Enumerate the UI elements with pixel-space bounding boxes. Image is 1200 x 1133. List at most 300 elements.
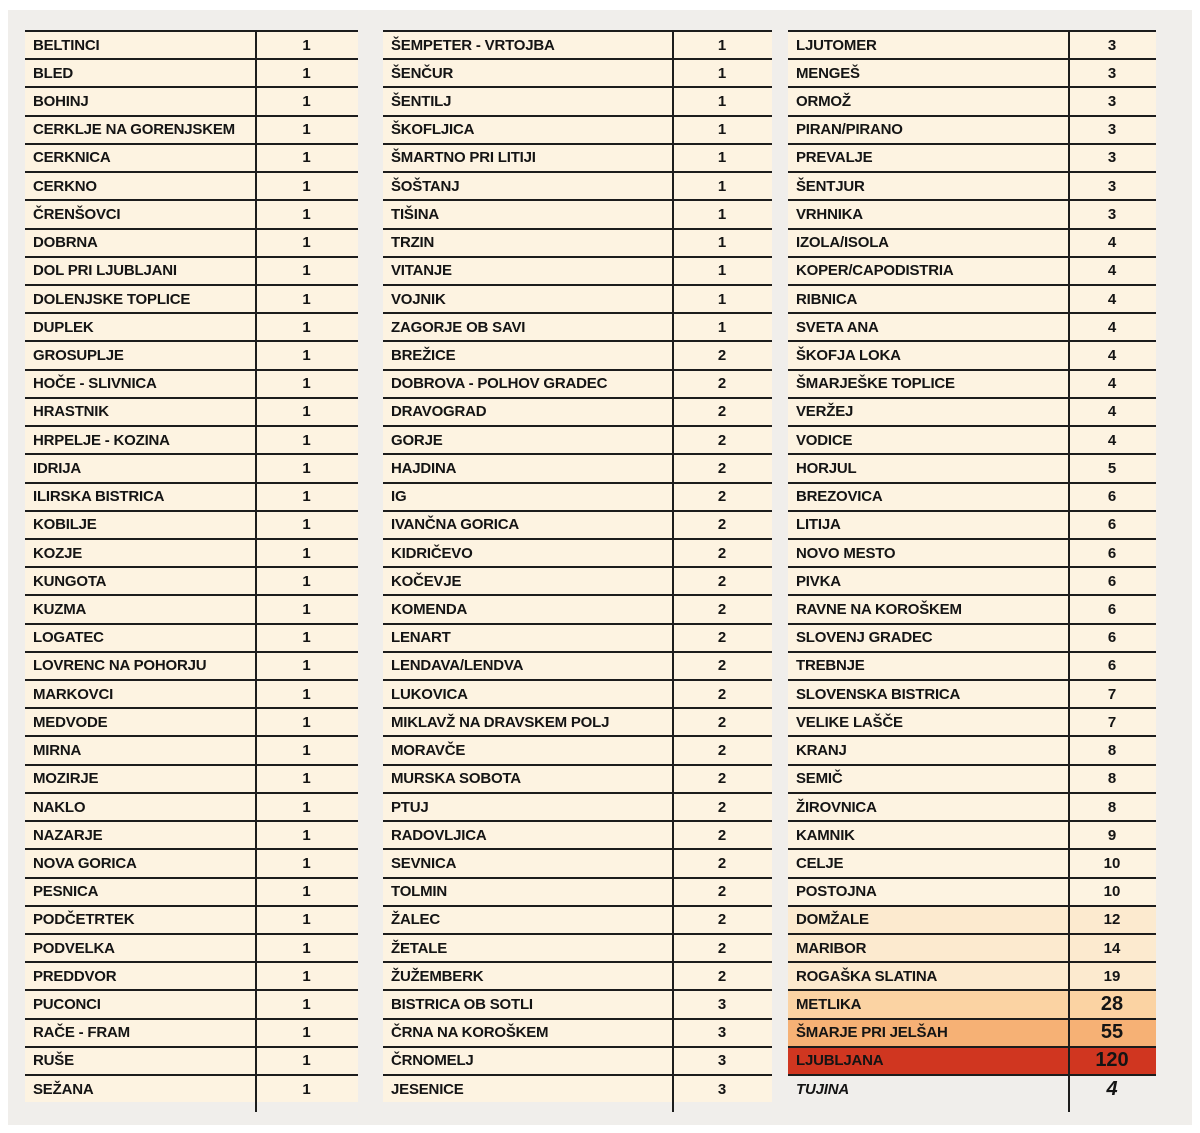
municipality-name: ŠENTJUR xyxy=(796,177,865,195)
municipality-count: 4 xyxy=(1107,262,1117,280)
municipality-name: ROGAŠKA SLATINA xyxy=(796,967,938,985)
table-row xyxy=(788,905,1156,933)
table-row xyxy=(25,792,358,820)
municipality-count: 1 xyxy=(302,516,311,534)
table-row xyxy=(383,764,772,792)
table-row xyxy=(25,1046,358,1074)
municipality-count: 2 xyxy=(717,770,727,788)
municipality-name: LENART xyxy=(391,629,451,647)
municipality-count: 6 xyxy=(1107,600,1117,618)
municipality-count: 3 xyxy=(717,996,727,1014)
municipality-name: RADOVLJICA xyxy=(391,826,487,844)
municipality-name: PUCONCI xyxy=(33,996,101,1014)
municipality-count: 2 xyxy=(717,685,727,703)
municipality-count: 1 xyxy=(302,488,311,506)
table-row xyxy=(788,284,1156,312)
table-row xyxy=(788,256,1156,284)
table-row xyxy=(788,933,1156,961)
municipality-name: ŠKOFLJICA xyxy=(391,121,475,139)
table-row xyxy=(25,989,358,1017)
municipality-count: 3 xyxy=(1107,36,1117,54)
municipality-name: NAZARJE xyxy=(33,826,103,844)
municipality-name: BISTRICA OB SOTLI xyxy=(391,996,533,1014)
municipality-name: HORJUL xyxy=(796,459,857,477)
municipality-count: 1 xyxy=(302,629,311,647)
municipality-name: MIRNA xyxy=(33,742,82,760)
table-row xyxy=(25,340,358,368)
table-row xyxy=(25,30,358,58)
municipality-count: 3 xyxy=(1107,149,1117,167)
municipality-count: 6 xyxy=(1107,544,1117,562)
municipality-name: SLOVENJ GRADEC xyxy=(796,629,933,647)
table-row xyxy=(25,566,358,594)
municipality-count: 1 xyxy=(717,93,727,111)
table-row xyxy=(383,86,772,114)
municipality-name: LENDAVA/LENDVA xyxy=(391,657,524,675)
table-row xyxy=(383,397,772,425)
table-row xyxy=(383,566,772,594)
municipality-count: 120 xyxy=(1095,1049,1129,1072)
table-row xyxy=(25,651,358,679)
table-row xyxy=(25,482,358,510)
municipality-count: 1 xyxy=(302,121,311,139)
municipality-name: HOČE - SLIVNICA xyxy=(33,375,157,393)
municipality-count: 1 xyxy=(302,1052,311,1070)
municipality-name: RUŠE xyxy=(33,1052,74,1070)
municipality-name: VERŽEJ xyxy=(796,403,854,421)
municipality-name: SEVNICA xyxy=(391,854,457,872)
table-row xyxy=(383,312,772,340)
municipality-name: ŠMARTNO PRI LITIJI xyxy=(391,149,536,167)
municipality-name: CERKNO xyxy=(33,177,97,195)
municipality-count: 4 xyxy=(1107,375,1117,393)
municipality-count: 1 xyxy=(717,234,727,252)
table-row xyxy=(25,143,358,171)
column-divider xyxy=(1068,30,1070,1112)
municipality-count: 2 xyxy=(717,403,727,421)
municipality-count: 1 xyxy=(302,939,311,957)
municipality-name: TREBNJE xyxy=(796,657,865,675)
municipality-name: PODČETRTEK xyxy=(33,911,135,929)
table-row xyxy=(383,848,772,876)
table-row xyxy=(383,199,772,227)
municipality-name: VODICE xyxy=(796,431,853,449)
municipality-name: PREDDVOR xyxy=(33,967,117,985)
municipality-name: ČRENŠOVCI xyxy=(33,205,121,223)
municipality-name: VOJNIK xyxy=(391,290,446,308)
table-row xyxy=(25,115,358,143)
table-row xyxy=(383,115,772,143)
municipality-name: JESENICE xyxy=(391,1080,464,1098)
municipality-name: IG xyxy=(391,488,407,506)
municipality-name: MOZIRJE xyxy=(33,770,99,788)
municipality-count: 1 xyxy=(302,347,311,365)
municipality-count: 1 xyxy=(302,685,311,703)
table-row xyxy=(788,566,1156,594)
municipality-name: ŽUŽEMBERK xyxy=(391,967,484,985)
table-row xyxy=(788,989,1156,1017)
municipality-name: LJUBLJANA xyxy=(796,1052,884,1070)
table-row xyxy=(25,707,358,735)
municipality-name: HRPELJE - KOZINA xyxy=(33,431,170,449)
table-row xyxy=(25,905,358,933)
municipality-name: BOHINJ xyxy=(33,93,89,111)
table-row xyxy=(383,425,772,453)
municipality-name: LUKOVICA xyxy=(391,685,468,703)
municipality-count: 4 xyxy=(1107,234,1117,252)
municipality-count: 1 xyxy=(302,93,311,111)
table-row xyxy=(25,1074,358,1102)
municipality-name: LITIJA xyxy=(796,516,841,534)
municipality-count: 5 xyxy=(1107,459,1117,477)
municipality-count: 1 xyxy=(302,403,311,421)
municipality-count: 1 xyxy=(717,121,727,139)
municipality-name: MARIBOR xyxy=(796,939,867,957)
table-row xyxy=(788,764,1156,792)
table-row xyxy=(383,453,772,481)
municipality-count: 2 xyxy=(717,967,727,985)
table-row xyxy=(25,369,358,397)
table-row xyxy=(25,228,358,256)
table-row xyxy=(25,623,358,651)
table-row xyxy=(25,735,358,763)
municipality-name: ŽIROVNICA xyxy=(796,798,877,816)
municipality-name: LJUTOMER xyxy=(796,36,877,54)
municipality-count: 3 xyxy=(717,1052,727,1070)
table-row xyxy=(383,340,772,368)
municipality-count: 55 xyxy=(1100,1021,1124,1044)
municipality-count: 1 xyxy=(302,205,311,223)
table-row xyxy=(788,58,1156,86)
table-row xyxy=(788,820,1156,848)
municipality-count: 8 xyxy=(1107,770,1117,788)
municipality-count: 12 xyxy=(1103,911,1121,929)
table-row xyxy=(788,623,1156,651)
municipality-name: KRANJ xyxy=(796,742,847,760)
table-row xyxy=(383,905,772,933)
municipality-count: 3 xyxy=(1107,64,1117,82)
municipality-name: HAJDINA xyxy=(391,459,457,477)
municipality-count: 10 xyxy=(1103,854,1121,872)
table-row xyxy=(788,510,1156,538)
municipality-table-3 xyxy=(788,30,1156,1102)
municipality-count: 1 xyxy=(302,177,311,195)
table-row xyxy=(25,877,358,905)
municipality-count: 6 xyxy=(1107,629,1117,647)
municipality-name: KUNGOTA xyxy=(33,572,107,590)
municipality-count: 2 xyxy=(717,657,727,675)
table-row xyxy=(788,792,1156,820)
table-row xyxy=(788,651,1156,679)
municipality-count: 1 xyxy=(302,375,311,393)
table-row xyxy=(383,58,772,86)
municipality-count: 19 xyxy=(1103,967,1121,985)
municipality-name: VRHNIKA xyxy=(796,205,863,223)
municipality-name: PTUJ xyxy=(391,798,429,816)
table-row xyxy=(383,1018,772,1046)
table-row xyxy=(788,1046,1156,1074)
municipality-name: ŠEMPETER - VRTOJBA xyxy=(391,36,555,54)
table-row xyxy=(25,312,358,340)
municipality-count: 1 xyxy=(302,713,311,731)
table-row xyxy=(383,989,772,1017)
table-row xyxy=(788,30,1156,58)
municipality-count: 6 xyxy=(1107,516,1117,534)
municipality-count: 6 xyxy=(1107,657,1117,675)
table-row xyxy=(383,735,772,763)
table-row xyxy=(788,482,1156,510)
table-row xyxy=(788,877,1156,905)
table-row xyxy=(383,623,772,651)
municipality-name: BLED xyxy=(33,64,74,82)
municipality-name: KOČEVJE xyxy=(391,572,462,590)
table-row xyxy=(788,397,1156,425)
municipality-name: METLIKA xyxy=(796,996,862,1014)
table-row xyxy=(383,820,772,848)
municipality-count: 1 xyxy=(302,996,311,1014)
municipality-name: SEMIČ xyxy=(796,770,843,788)
table-row xyxy=(25,171,358,199)
municipality-count: 2 xyxy=(717,798,727,816)
municipality-count: 1 xyxy=(302,600,311,618)
municipality-count: 3 xyxy=(1107,93,1117,111)
municipality-name: BREZOVICA xyxy=(796,488,883,506)
table-row xyxy=(25,453,358,481)
municipality-count: 6 xyxy=(1107,488,1117,506)
municipality-count: 1 xyxy=(302,262,311,280)
municipality-count: 14 xyxy=(1103,939,1121,957)
table-row xyxy=(788,199,1156,227)
table-row xyxy=(788,735,1156,763)
municipality-count: 1 xyxy=(302,770,311,788)
municipality-table-1 xyxy=(25,30,358,1102)
table-row xyxy=(25,199,358,227)
municipality-name: ŠENČUR xyxy=(391,64,454,82)
municipality-name: ILIRSKA BISTRICA xyxy=(33,488,165,506)
municipality-count: 1 xyxy=(302,967,311,985)
municipality-name: KOZJE xyxy=(33,544,83,562)
municipality-name: MEDVODE xyxy=(33,713,108,731)
municipality-name: IZOLA/ISOLA xyxy=(796,234,889,252)
municipality-name: PESNICA xyxy=(33,883,99,901)
municipality-name: KIDRIČEVO xyxy=(391,544,473,562)
municipality-count: 1 xyxy=(302,36,311,54)
municipality-count: 1 xyxy=(717,36,727,54)
municipality-name: ŠKOFJA LOKA xyxy=(796,347,901,365)
municipality-table-2 xyxy=(383,30,772,1102)
municipality-name: NOVA GORICA xyxy=(33,854,137,872)
table-row xyxy=(25,397,358,425)
table-row xyxy=(788,961,1156,989)
municipality-name: GORJE xyxy=(391,431,443,449)
table-row xyxy=(788,848,1156,876)
municipality-count: 2 xyxy=(717,544,727,562)
municipality-name: MIKLAVŽ NA DRAVSKEM POLJ xyxy=(391,713,610,731)
municipality-count: 3 xyxy=(717,1024,727,1042)
municipality-name: ČRNOMELJ xyxy=(391,1052,474,1070)
table-row xyxy=(788,115,1156,143)
table-row xyxy=(25,594,358,622)
table-row xyxy=(25,961,358,989)
municipality-count: 4 xyxy=(1107,318,1117,336)
municipality-name: PODVELKA xyxy=(33,939,115,957)
table-row xyxy=(25,820,358,848)
table-row xyxy=(383,679,772,707)
municipality-name: IDRIJA xyxy=(33,459,81,477)
table-row xyxy=(383,228,772,256)
municipality-count: 3 xyxy=(1107,205,1117,223)
municipality-name: CELJE xyxy=(796,854,844,872)
municipality-name: ŽETALE xyxy=(391,939,448,957)
municipality-count: 1 xyxy=(302,1024,311,1042)
municipality-count: 4 xyxy=(1107,347,1117,365)
municipality-name: ŠMARJEŠKE TOPLICE xyxy=(796,375,955,393)
municipality-count: 2 xyxy=(717,347,727,365)
municipality-name: ORMOŽ xyxy=(796,93,851,111)
municipality-count: 4 xyxy=(1107,403,1117,421)
municipality-name: PIVKA xyxy=(796,572,841,590)
municipality-count: 1 xyxy=(302,572,311,590)
municipality-count: 1 xyxy=(302,459,311,477)
municipality-name: VELIKE LAŠČE xyxy=(796,713,903,731)
table-row xyxy=(25,538,358,566)
municipality-count: 6 xyxy=(1107,572,1117,590)
municipality-count: 7 xyxy=(1107,685,1117,703)
municipality-count: 1 xyxy=(717,149,727,167)
municipality-name: TOLMIN xyxy=(391,883,448,901)
table-row xyxy=(25,510,358,538)
table-row xyxy=(788,679,1156,707)
municipality-name: KOBILJE xyxy=(33,516,97,534)
municipality-count: 1 xyxy=(302,742,311,760)
municipality-count: 1 xyxy=(302,798,311,816)
table-row xyxy=(25,256,358,284)
municipality-name: MORAVČE xyxy=(391,742,466,760)
municipality-name: DOLENJSKE TOPLICE xyxy=(33,290,191,308)
municipality-count: 28 xyxy=(1100,993,1124,1016)
table-row xyxy=(383,877,772,905)
table-row xyxy=(788,594,1156,622)
municipality-name: RIBNICA xyxy=(796,290,858,308)
municipality-name: SEŽANA xyxy=(33,1080,94,1098)
municipality-count: 2 xyxy=(717,883,727,901)
municipality-count: 1 xyxy=(302,234,311,252)
table-row xyxy=(383,369,772,397)
municipality-count: 2 xyxy=(717,600,727,618)
table-row xyxy=(788,228,1156,256)
table-row xyxy=(788,425,1156,453)
municipality-name: LOVRENC NA POHORJU xyxy=(33,657,207,675)
table-row xyxy=(788,453,1156,481)
municipality-name: TRZIN xyxy=(391,234,435,252)
municipality-count: 1 xyxy=(302,854,311,872)
municipality-name: ŽALEC xyxy=(391,911,440,929)
municipality-count: 2 xyxy=(717,516,727,534)
municipality-name: BELTINCI xyxy=(33,36,100,54)
municipality-count: 2 xyxy=(717,431,727,449)
table-row xyxy=(383,284,772,312)
municipality-name: SLOVENSKA BISTRICA xyxy=(796,685,961,703)
municipality-count: 7 xyxy=(1107,713,1117,731)
municipality-name: ŠOŠTANJ xyxy=(391,177,460,195)
municipality-count: 4 xyxy=(1107,431,1117,449)
municipality-name: SVETA ANA xyxy=(796,318,879,336)
table-row xyxy=(788,171,1156,199)
municipality-name: DOL PRI LJUBLJANI xyxy=(33,262,177,280)
municipality-count: 3 xyxy=(717,1080,727,1098)
municipality-name: BREŽICE xyxy=(391,347,456,365)
municipality-name: NOVO MESTO xyxy=(796,544,896,562)
municipality-name: NAKLO xyxy=(33,798,86,816)
municipality-name: POSTOJNA xyxy=(796,883,877,901)
table-row xyxy=(788,538,1156,566)
table-row xyxy=(383,933,772,961)
municipality-count: 1 xyxy=(302,149,311,167)
municipality-count: 1 xyxy=(302,826,311,844)
municipality-count: 1 xyxy=(302,431,311,449)
table-row xyxy=(383,510,772,538)
table-row xyxy=(383,171,772,199)
municipality-count: 2 xyxy=(717,713,727,731)
municipality-count: 1 xyxy=(717,290,727,308)
municipality-count: 2 xyxy=(717,375,727,393)
municipality-name: RAVNE NA KOROŠKEM xyxy=(796,600,962,618)
municipality-count: 1 xyxy=(717,262,727,280)
municipality-name: KUZMA xyxy=(33,600,87,618)
municipality-count: 2 xyxy=(717,826,727,844)
table-row xyxy=(788,1018,1156,1046)
table-row xyxy=(383,707,772,735)
municipality-name: LOGATEC xyxy=(33,629,104,647)
table-row xyxy=(383,651,772,679)
municipality-count: 3 xyxy=(1107,121,1117,139)
municipality-count: 2 xyxy=(717,459,727,477)
table-row xyxy=(25,425,358,453)
table-row xyxy=(788,312,1156,340)
municipality-name: MARKOVCI xyxy=(33,685,114,703)
municipality-name: DUPLEK xyxy=(33,318,94,336)
municipality-name: VITANJE xyxy=(391,262,452,280)
municipality-count: 4 xyxy=(1106,1077,1118,1100)
table-row xyxy=(788,86,1156,114)
table-row xyxy=(25,284,358,312)
table-row xyxy=(788,707,1156,735)
municipality-name: IVANČNA GORICA xyxy=(391,516,520,534)
municipality-count: 1 xyxy=(302,290,311,308)
municipality-name: TUJINA xyxy=(796,1080,849,1098)
municipality-count: 2 xyxy=(717,572,727,590)
table-row xyxy=(788,369,1156,397)
municipality-count: 4 xyxy=(1107,290,1117,308)
column-divider xyxy=(672,30,674,1112)
table-row xyxy=(383,538,772,566)
municipality-name: PREVALJE xyxy=(796,149,873,167)
municipality-count: 2 xyxy=(717,854,727,872)
municipality-name: TIŠINA xyxy=(391,205,439,223)
municipality-count: 2 xyxy=(717,488,727,506)
table-row xyxy=(383,1046,772,1074)
table-row xyxy=(383,143,772,171)
municipality-count: 1 xyxy=(717,318,727,336)
municipality-name: CERKLJE NA GORENJSKEM xyxy=(33,121,235,139)
municipality-count: 1 xyxy=(302,64,311,82)
column-divider xyxy=(255,30,257,1112)
table-row xyxy=(383,961,772,989)
table-row xyxy=(383,792,772,820)
municipality-count: 1 xyxy=(302,1080,311,1098)
municipality-count: 1 xyxy=(302,657,311,675)
table-row xyxy=(383,30,772,58)
